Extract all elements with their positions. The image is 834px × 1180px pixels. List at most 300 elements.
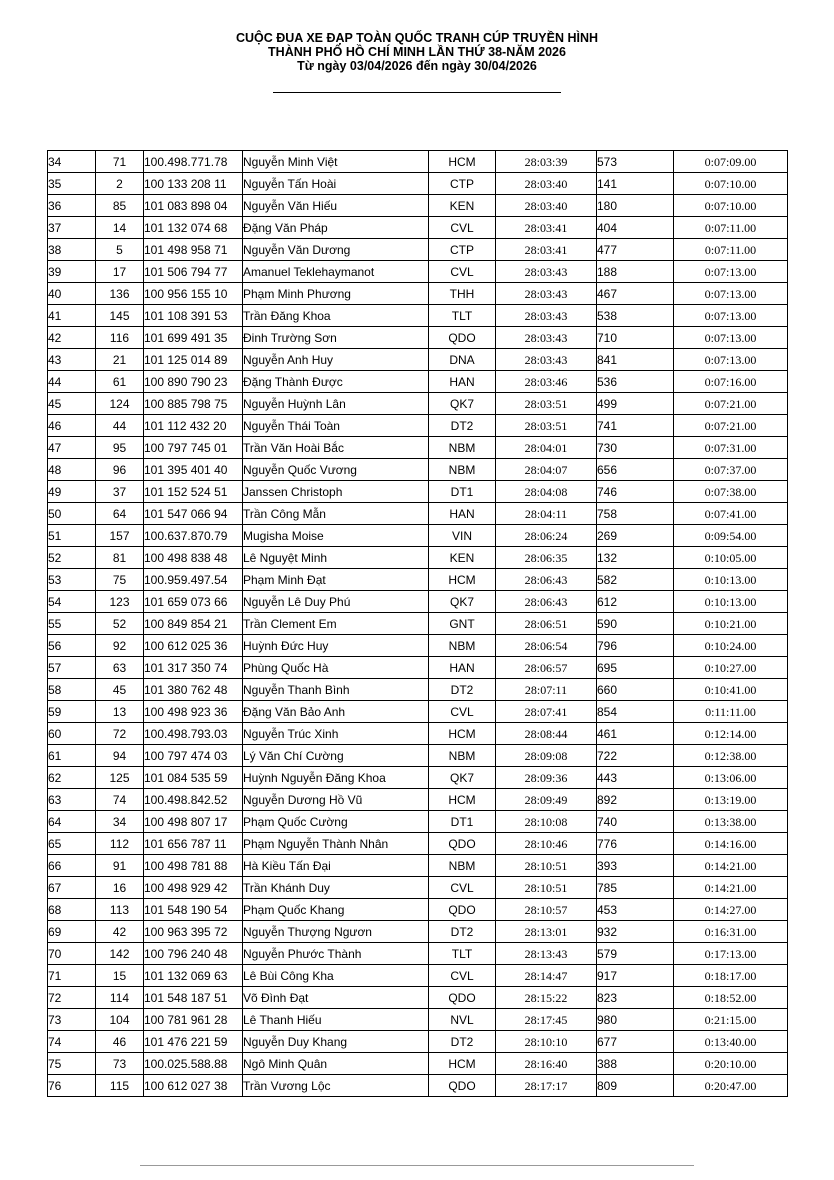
race-dates: Từ ngày 03/04/2026 đến ngày 30/04/2026 — [297, 59, 537, 73]
bib-cell: 71 — [96, 151, 144, 173]
total-time-cell: 28:15:22 — [496, 987, 597, 1009]
team-code-cell: QK7 — [429, 767, 496, 789]
total-time-cell: 28:04:01 — [496, 437, 597, 459]
time-gap-cell: 0:10:21.00 — [674, 613, 788, 635]
total-time-cell: 28:10:57 — [496, 899, 597, 921]
time-gap-cell: 0:11:11.00 — [674, 701, 788, 723]
code-cell: 499 — [597, 393, 674, 415]
rank-cell: 66 — [48, 855, 96, 877]
team-code-cell: HCM — [429, 569, 496, 591]
table-row — [48, 371, 788, 393]
time-gap-cell: 0:16:31.00 — [674, 921, 788, 943]
bib-cell: 61 — [96, 371, 144, 393]
bib-cell: 2 — [96, 173, 144, 195]
rider-name-cell: Nguyễn Văn Hiếu — [243, 195, 429, 217]
code-cell: 740 — [597, 811, 674, 833]
code-cell: 892 — [597, 789, 674, 811]
code-cell: 841 — [597, 349, 674, 371]
team-code-cell: HCM — [429, 1053, 496, 1075]
rider-name-cell: Hà Kiều Tấn Đại — [243, 855, 429, 877]
uci-id-cell: 101 132 074 68 — [144, 217, 243, 239]
code-cell: 269 — [597, 525, 674, 547]
bib-cell: 124 — [96, 393, 144, 415]
rank-cell: 47 — [48, 437, 96, 459]
time-gap-cell: 0:07:11.00 — [674, 217, 788, 239]
rank-cell: 65 — [48, 833, 96, 855]
uci-id-cell: 100 498 807 17 — [144, 811, 243, 833]
team-code-cell: NBM — [429, 437, 496, 459]
table-row — [48, 1075, 788, 1097]
total-time-cell: 28:07:11 — [496, 679, 597, 701]
team-code-cell: HAN — [429, 503, 496, 525]
uci-id-cell: 100 849 854 21 — [144, 613, 243, 635]
bib-cell: 81 — [96, 547, 144, 569]
team-code-cell: CVL — [429, 877, 496, 899]
team-code-cell: HCM — [429, 151, 496, 173]
time-gap-cell: 0:07:37.00 — [674, 459, 788, 481]
time-gap-cell: 0:20:47.00 — [674, 1075, 788, 1097]
code-cell: 809 — [597, 1075, 674, 1097]
team-code-cell: QK7 — [429, 591, 496, 613]
race-subtitle: THÀNH PHỐ HỒ CHÍ MINH LẦN THỨ 38-NĂM 2026 — [268, 45, 566, 59]
rider-name-cell: Trần Công Mẫn — [243, 503, 429, 525]
code-cell: 785 — [597, 877, 674, 899]
uci-id-cell: 101 083 898 04 — [144, 195, 243, 217]
uci-id-cell: 101 317 350 74 — [144, 657, 243, 679]
rider-name-cell: Nguyễn Minh Việt — [243, 151, 429, 173]
code-cell: 538 — [597, 305, 674, 327]
rider-name-cell: Trần Vương Lộc — [243, 1075, 429, 1097]
table-row — [48, 327, 788, 349]
rider-name-cell: Nguyễn Anh Huy — [243, 349, 429, 371]
code-cell: 443 — [597, 767, 674, 789]
rider-name-cell: Nguyễn Phước Thành — [243, 943, 429, 965]
rider-name-cell: Nguyễn Thái Toàn — [243, 415, 429, 437]
team-code-cell: KEN — [429, 195, 496, 217]
total-time-cell: 28:10:51 — [496, 877, 597, 899]
code-cell: 141 — [597, 173, 674, 195]
rank-cell: 37 — [48, 217, 96, 239]
team-code-cell: CTP — [429, 239, 496, 261]
bib-cell: 112 — [96, 833, 144, 855]
uci-id-cell: 101 656 787 11 — [144, 833, 243, 855]
uci-id-cell: 101 498 958 71 — [144, 239, 243, 261]
time-gap-cell: 0:07:41.00 — [674, 503, 788, 525]
time-gap-cell: 0:10:13.00 — [674, 569, 788, 591]
time-gap-cell: 0:07:38.00 — [674, 481, 788, 503]
footer-divider — [140, 1165, 694, 1166]
rider-name-cell: Nguyễn Lê Duy Phú — [243, 591, 429, 613]
time-gap-cell: 0:14:21.00 — [674, 877, 788, 899]
rank-cell: 52 — [48, 547, 96, 569]
total-time-cell: 28:13:01 — [496, 921, 597, 943]
total-time-cell: 28:03:43 — [496, 283, 597, 305]
total-time-cell: 28:03:39 — [496, 151, 597, 173]
uci-id-cell: 100 796 240 48 — [144, 943, 243, 965]
team-code-cell: DT1 — [429, 811, 496, 833]
code-cell: 579 — [597, 943, 674, 965]
uci-id-cell: 100 956 155 10 — [144, 283, 243, 305]
total-time-cell: 28:17:45 — [496, 1009, 597, 1031]
rank-cell: 53 — [48, 569, 96, 591]
total-time-cell: 28:06:24 — [496, 525, 597, 547]
total-time-cell: 28:03:41 — [496, 239, 597, 261]
rider-name-cell: Phạm Quốc Cường — [243, 811, 429, 833]
rider-name-cell: Đặng Văn Bảo Anh — [243, 701, 429, 723]
rider-name-cell: Nguyễn Tấn Hoài — [243, 173, 429, 195]
document-header — [0, 31, 834, 73]
table-row — [48, 239, 788, 261]
code-cell: 746 — [597, 481, 674, 503]
bib-cell: 5 — [96, 239, 144, 261]
code-cell: 660 — [597, 679, 674, 701]
bib-cell: 104 — [96, 1009, 144, 1031]
table-row — [48, 503, 788, 525]
total-time-cell: 28:03:43 — [496, 305, 597, 327]
team-code-cell: QDO — [429, 833, 496, 855]
team-code-cell: DT2 — [429, 1031, 496, 1053]
team-code-cell: TLT — [429, 943, 496, 965]
rider-name-cell: Trần Đăng Khoa — [243, 305, 429, 327]
time-gap-cell: 0:07:10.00 — [674, 173, 788, 195]
bib-cell: 115 — [96, 1075, 144, 1097]
table-row — [48, 943, 788, 965]
table-row — [48, 899, 788, 921]
time-gap-cell: 0:13:19.00 — [674, 789, 788, 811]
table-row — [48, 195, 788, 217]
total-time-cell: 28:03:40 — [496, 195, 597, 217]
table-row — [48, 591, 788, 613]
bib-cell: 114 — [96, 987, 144, 1009]
total-time-cell: 28:03:40 — [496, 173, 597, 195]
time-gap-cell: 0:17:13.00 — [674, 943, 788, 965]
team-code-cell: QDO — [429, 327, 496, 349]
rider-name-cell: Nguyễn Duy Khang — [243, 1031, 429, 1053]
rider-name-cell: Phạm Quốc Khang — [243, 899, 429, 921]
code-cell: 461 — [597, 723, 674, 745]
rider-name-cell: Phùng Quốc Hà — [243, 657, 429, 679]
rank-cell: 62 — [48, 767, 96, 789]
total-time-cell: 28:14:47 — [496, 965, 597, 987]
code-cell: 180 — [597, 195, 674, 217]
code-cell: 536 — [597, 371, 674, 393]
rank-cell: 60 — [48, 723, 96, 745]
rider-name-cell: Nguyễn Dương Hồ Vũ — [243, 789, 429, 811]
rank-cell: 71 — [48, 965, 96, 987]
rank-cell: 59 — [48, 701, 96, 723]
rank-cell: 55 — [48, 613, 96, 635]
rank-cell: 64 — [48, 811, 96, 833]
bib-cell: 17 — [96, 261, 144, 283]
code-cell: 695 — [597, 657, 674, 679]
table-row — [48, 393, 788, 415]
rank-cell: 70 — [48, 943, 96, 965]
code-cell: 477 — [597, 239, 674, 261]
results-table — [47, 150, 788, 1097]
table-row — [48, 151, 788, 173]
total-time-cell: 28:10:08 — [496, 811, 597, 833]
bib-cell: 63 — [96, 657, 144, 679]
bib-cell: 16 — [96, 877, 144, 899]
uci-id-cell: 100 797 474 03 — [144, 745, 243, 767]
total-time-cell: 28:06:43 — [496, 591, 597, 613]
bib-cell: 116 — [96, 327, 144, 349]
table-row — [48, 481, 788, 503]
uci-id-cell: 101 548 190 54 — [144, 899, 243, 921]
time-gap-cell: 0:18:52.00 — [674, 987, 788, 1009]
code-cell: 932 — [597, 921, 674, 943]
time-gap-cell: 0:13:06.00 — [674, 767, 788, 789]
code-cell: 854 — [597, 701, 674, 723]
team-code-cell: QDO — [429, 899, 496, 921]
code-cell: 758 — [597, 503, 674, 525]
uci-id-cell: 101 112 432 20 — [144, 415, 243, 437]
uci-id-cell: 101 125 014 89 — [144, 349, 243, 371]
table-row — [48, 987, 788, 1009]
code-cell: 132 — [597, 547, 674, 569]
uci-id-cell: 100 797 745 01 — [144, 437, 243, 459]
time-gap-cell: 0:13:38.00 — [674, 811, 788, 833]
time-gap-cell: 0:14:27.00 — [674, 899, 788, 921]
rider-name-cell: Mugisha Moise — [243, 525, 429, 547]
rank-cell: 40 — [48, 283, 96, 305]
rider-name-cell: Lý Văn Chí Cường — [243, 745, 429, 767]
table-row — [48, 459, 788, 481]
table-row — [48, 173, 788, 195]
time-gap-cell: 0:07:31.00 — [674, 437, 788, 459]
table-row — [48, 217, 788, 239]
rider-name-cell: Nguyễn Văn Dương — [243, 239, 429, 261]
total-time-cell: 28:03:46 — [496, 371, 597, 393]
team-code-cell: HAN — [429, 657, 496, 679]
rider-name-cell: Trần Văn Hoài Bắc — [243, 437, 429, 459]
total-time-cell: 28:03:43 — [496, 327, 597, 349]
uci-id-cell: 100 963 395 72 — [144, 921, 243, 943]
uci-id-cell: 100 498 781 88 — [144, 855, 243, 877]
rider-name-cell: Đặng Văn Pháp — [243, 217, 429, 239]
total-time-cell: 28:04:11 — [496, 503, 597, 525]
rank-cell: 50 — [48, 503, 96, 525]
time-gap-cell: 0:07:10.00 — [674, 195, 788, 217]
bib-cell: 95 — [96, 437, 144, 459]
rider-name-cell: Phạm Minh Đạt — [243, 569, 429, 591]
rank-cell: 58 — [48, 679, 96, 701]
rank-cell: 51 — [48, 525, 96, 547]
time-gap-cell: 0:07:09.00 — [674, 151, 788, 173]
time-gap-cell: 0:20:10.00 — [674, 1053, 788, 1075]
bib-cell: 96 — [96, 459, 144, 481]
bib-cell: 15 — [96, 965, 144, 987]
team-code-cell: NBM — [429, 855, 496, 877]
rider-name-cell: Huỳnh Nguyễn Đăng Khoa — [243, 767, 429, 789]
total-time-cell: 28:10:46 — [496, 833, 597, 855]
code-cell: 677 — [597, 1031, 674, 1053]
table-row — [48, 261, 788, 283]
code-cell: 796 — [597, 635, 674, 657]
total-time-cell: 28:04:07 — [496, 459, 597, 481]
rank-cell: 38 — [48, 239, 96, 261]
bib-cell: 157 — [96, 525, 144, 547]
time-gap-cell: 0:14:21.00 — [674, 855, 788, 877]
total-time-cell: 28:10:10 — [496, 1031, 597, 1053]
table-row — [48, 349, 788, 371]
team-code-cell: DT2 — [429, 679, 496, 701]
rank-cell: 35 — [48, 173, 96, 195]
table-row — [48, 745, 788, 767]
code-cell: 188 — [597, 261, 674, 283]
header-divider — [273, 92, 561, 93]
uci-id-cell: 100.498.842.52 — [144, 789, 243, 811]
table-row — [48, 701, 788, 723]
bib-cell: 142 — [96, 943, 144, 965]
rider-name-cell: Lê Nguyệt Minh — [243, 547, 429, 569]
table-row — [48, 1031, 788, 1053]
rank-cell: 41 — [48, 305, 96, 327]
team-code-cell: QDO — [429, 1075, 496, 1097]
uci-id-cell: 101 380 762 48 — [144, 679, 243, 701]
code-cell: 741 — [597, 415, 674, 437]
team-code-cell: NBM — [429, 459, 496, 481]
uci-id-cell: 100.498.793.03 — [144, 723, 243, 745]
code-cell: 393 — [597, 855, 674, 877]
time-gap-cell: 0:07:16.00 — [674, 371, 788, 393]
team-code-cell: CVL — [429, 701, 496, 723]
team-code-cell: QDO — [429, 987, 496, 1009]
table-row — [48, 723, 788, 745]
table-row — [48, 635, 788, 657]
team-code-cell: THH — [429, 283, 496, 305]
team-code-cell: VIN — [429, 525, 496, 547]
total-time-cell: 28:09:49 — [496, 789, 597, 811]
time-gap-cell: 0:07:13.00 — [674, 327, 788, 349]
total-time-cell: 28:04:08 — [496, 481, 597, 503]
code-cell: 467 — [597, 283, 674, 305]
rider-name-cell: Nguyễn Trúc Xinh — [243, 723, 429, 745]
total-time-cell: 28:13:43 — [496, 943, 597, 965]
uci-id-cell: 101 152 524 51 — [144, 481, 243, 503]
bib-cell: 37 — [96, 481, 144, 503]
table-row — [48, 965, 788, 987]
bib-cell: 85 — [96, 195, 144, 217]
rider-name-cell: Đặng Thành Được — [243, 371, 429, 393]
uci-id-cell: 100 885 798 75 — [144, 393, 243, 415]
team-code-cell: NBM — [429, 635, 496, 657]
bib-cell: 64 — [96, 503, 144, 525]
total-time-cell: 28:03:43 — [496, 349, 597, 371]
rider-name-cell: Trần Khánh Duy — [243, 877, 429, 899]
bib-cell: 72 — [96, 723, 144, 745]
team-code-cell: DT1 — [429, 481, 496, 503]
table-row — [48, 547, 788, 569]
uci-id-cell: 100 612 025 36 — [144, 635, 243, 657]
uci-id-cell: 100 612 027 38 — [144, 1075, 243, 1097]
code-cell: 453 — [597, 899, 674, 921]
code-cell: 573 — [597, 151, 674, 173]
code-cell: 404 — [597, 217, 674, 239]
team-code-cell: GNT — [429, 613, 496, 635]
uci-id-cell: 100 498 838 48 — [144, 547, 243, 569]
uci-id-cell: 101 506 794 77 — [144, 261, 243, 283]
uci-id-cell: 100 133 208 11 — [144, 173, 243, 195]
table-row — [48, 921, 788, 943]
table-row — [48, 305, 788, 327]
team-code-cell: CVL — [429, 217, 496, 239]
rank-cell: 36 — [48, 195, 96, 217]
rank-cell: 54 — [48, 591, 96, 613]
rank-cell: 56 — [48, 635, 96, 657]
total-time-cell: 28:16:40 — [496, 1053, 597, 1075]
total-time-cell: 28:06:57 — [496, 657, 597, 679]
rank-cell: 69 — [48, 921, 96, 943]
code-cell: 656 — [597, 459, 674, 481]
time-gap-cell: 0:10:27.00 — [674, 657, 788, 679]
rider-name-cell: Lê Bùi Công Kha — [243, 965, 429, 987]
uci-id-cell: 101 659 073 66 — [144, 591, 243, 613]
bib-cell: 34 — [96, 811, 144, 833]
time-gap-cell: 0:07:11.00 — [674, 239, 788, 261]
rank-cell: 34 — [48, 151, 96, 173]
table-row — [48, 833, 788, 855]
team-code-cell: DT2 — [429, 921, 496, 943]
uci-id-cell: 100.498.771.78 — [144, 151, 243, 173]
time-gap-cell: 0:07:13.00 — [674, 305, 788, 327]
uci-id-cell: 101 476 221 59 — [144, 1031, 243, 1053]
rank-cell: 44 — [48, 371, 96, 393]
total-time-cell: 28:07:41 — [496, 701, 597, 723]
bib-cell: 145 — [96, 305, 144, 327]
table-row — [48, 283, 788, 305]
bib-cell: 125 — [96, 767, 144, 789]
bib-cell: 94 — [96, 745, 144, 767]
bib-cell: 91 — [96, 855, 144, 877]
code-cell: 730 — [597, 437, 674, 459]
rank-cell: 72 — [48, 987, 96, 1009]
table-row — [48, 1053, 788, 1075]
bib-cell: 113 — [96, 899, 144, 921]
bib-cell: 14 — [96, 217, 144, 239]
rank-cell: 45 — [48, 393, 96, 415]
table-row — [48, 1009, 788, 1031]
rider-name-cell: Phạm Minh Phương — [243, 283, 429, 305]
table-row — [48, 767, 788, 789]
uci-id-cell: 101 132 069 63 — [144, 965, 243, 987]
total-time-cell: 28:09:08 — [496, 745, 597, 767]
rider-name-cell: Trần Clement Em — [243, 613, 429, 635]
uci-id-cell: 101 547 066 94 — [144, 503, 243, 525]
team-code-cell: QK7 — [429, 393, 496, 415]
code-cell: 388 — [597, 1053, 674, 1075]
rank-cell: 57 — [48, 657, 96, 679]
rider-name-cell: Lê Thanh Hiếu — [243, 1009, 429, 1031]
rider-name-cell: Amanuel Teklehaymanot — [243, 261, 429, 283]
table-row — [48, 811, 788, 833]
time-gap-cell: 0:12:14.00 — [674, 723, 788, 745]
uci-id-cell: 100 498 923 36 — [144, 701, 243, 723]
uci-id-cell: 101 548 187 51 — [144, 987, 243, 1009]
uci-id-cell: 100 781 961 28 — [144, 1009, 243, 1031]
team-code-cell: TLT — [429, 305, 496, 327]
rank-cell: 76 — [48, 1075, 96, 1097]
rider-name-cell: Janssen Christoph — [243, 481, 429, 503]
team-code-cell: CTP — [429, 173, 496, 195]
bib-cell: 44 — [96, 415, 144, 437]
race-title: CUỘC ĐUA XE ĐẠP TOÀN QUỐC TRANH CÚP TRUYỀN HÌNH — [235, 31, 599, 45]
rider-name-cell: Võ Đình Đạt — [243, 987, 429, 1009]
team-code-cell: HCM — [429, 789, 496, 811]
bib-cell: 21 — [96, 349, 144, 371]
time-gap-cell: 0:07:13.00 — [674, 349, 788, 371]
team-code-cell: CVL — [429, 261, 496, 283]
